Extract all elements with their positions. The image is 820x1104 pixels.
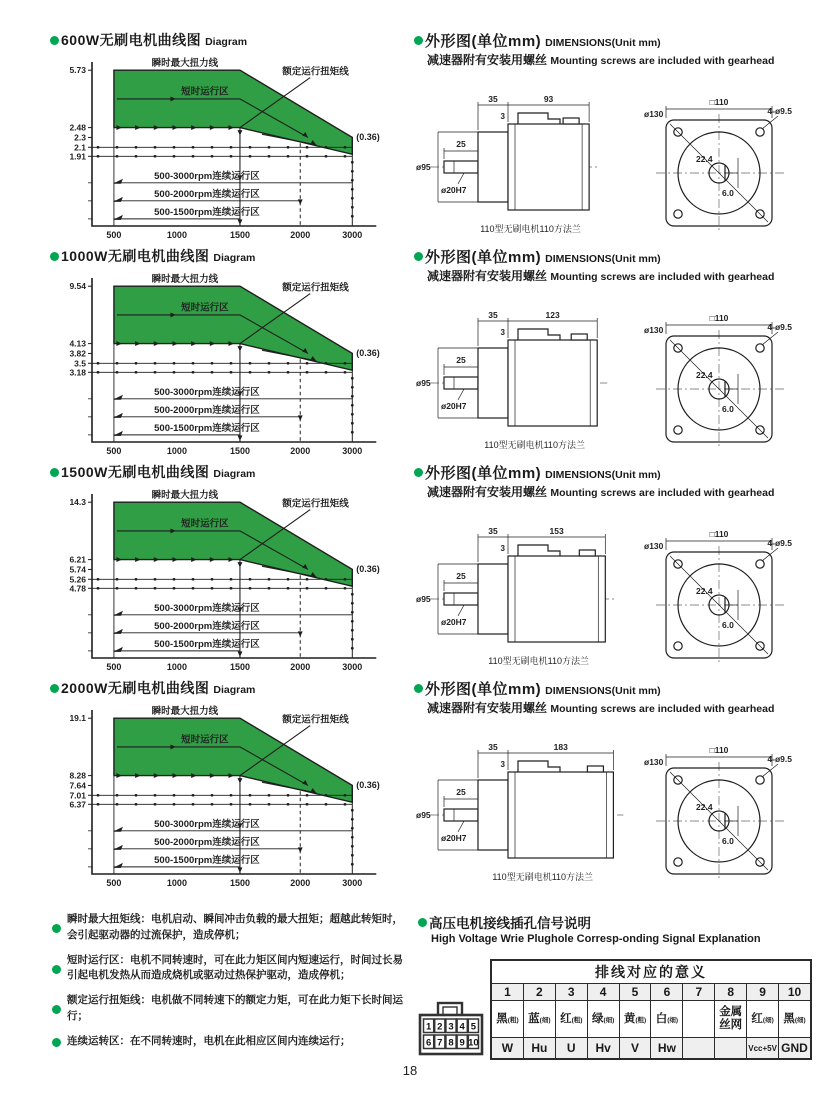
dimensions-column (408, 246, 820, 462)
svg-text:500-2000rpm连续运行区: 500-2000rpm连续运行区 (154, 836, 260, 848)
svg-text:6.0: 6.0 (722, 836, 734, 846)
svg-text:ø20H7: ø20H7 (441, 185, 467, 195)
note-text: 瞬时最大扭矩线：电机启动、瞬间冲击负载的最大扭矩；超越此转矩时，会引起驱动器的过流保护，造成停机； (67, 913, 403, 941)
signal-title (418, 912, 812, 932)
svg-text:1500: 1500 (229, 446, 250, 456)
signal-name-cell (715, 1038, 747, 1060)
svg-text:3: 3 (500, 112, 505, 121)
svg-text:7.01: 7.01 (69, 790, 86, 801)
dims-title-en: DIMENSIONS(Unit mm) (545, 253, 661, 265)
note-item (52, 953, 418, 985)
svg-text:500-2000rpm连续运行区: 500-2000rpm连续运行区 (154, 404, 260, 416)
dimension-drawing (414, 504, 792, 672)
dimension-drawing (414, 72, 792, 240)
dims-title-en: DIMENSIONS(Unit mm) (545, 685, 661, 697)
bullet-icon (50, 468, 59, 477)
svg-text:500-1500rpm连续运行区: 500-1500rpm连续运行区 (154, 206, 260, 218)
chart-header (50, 678, 408, 698)
svg-text:22.4: 22.4 (696, 370, 713, 380)
svg-text:(0.36): (0.36) (356, 779, 380, 790)
torque-speed-chart (50, 700, 402, 898)
chart-title-en: Diagram (213, 252, 256, 264)
svg-text:3: 3 (500, 328, 505, 337)
svg-text:(0.36): (0.36) (356, 563, 380, 574)
svg-text:500-1500rpm连续运行区: 500-1500rpm连续运行区 (154, 854, 260, 866)
pin-number-cell: 10 (779, 984, 811, 1001)
note-text: 短时运行区：电机不同转速时，可在此力矩区间内短速运行，时间过长易引起电机发热从而造成烧机或驱动过热保护驱动，造成停机； (67, 953, 403, 982)
dims-subtitle (414, 483, 820, 500)
wire-color-cell: 白(细) (651, 1001, 683, 1038)
svg-text:瞬时最大扭力线: 瞬时最大扭力线 (151, 706, 219, 718)
signal-name-cell: GND (779, 1038, 811, 1060)
svg-text:ø130: ø130 (644, 541, 664, 551)
svg-text:瞬时最大扭力线: 瞬时最大扭力线 (151, 490, 219, 502)
svg-text:4-ø9.5: 4-ø9.5 (767, 106, 792, 116)
svg-text:25: 25 (456, 571, 466, 581)
svg-text:4.78: 4.78 (69, 583, 86, 594)
wire-color-cell: 黑(细) (779, 1001, 811, 1038)
dims-subtitle (414, 699, 820, 716)
chart-title-cn: 1000W无刷电机曲线图 (61, 248, 210, 264)
signal-name-cell: Hw (651, 1038, 683, 1060)
svg-text:7: 7 (437, 1037, 443, 1049)
dimensions-column (408, 462, 820, 678)
svg-text:□110: □110 (709, 313, 729, 323)
svg-text:3.18: 3.18 (69, 367, 86, 378)
signal-body (418, 959, 812, 1060)
wire-color-cell: 金属 丝网 (715, 1001, 747, 1038)
svg-text:短时运行区: 短时运行区 (181, 302, 229, 314)
svg-text:500-3000rpm连续运行区: 500-3000rpm连续运行区 (154, 170, 260, 182)
svg-text:3: 3 (448, 1021, 454, 1033)
svg-text:22.4: 22.4 (696, 154, 713, 164)
bullet-icon (414, 252, 423, 261)
signal-name-cell (683, 1038, 715, 1060)
bullet-icon (50, 36, 59, 45)
svg-text:8.28: 8.28 (69, 770, 86, 781)
svg-text:2000: 2000 (290, 662, 311, 672)
signal-title-en: High Voltage Wrie Plughole Corresp-onding Signal Explanation (431, 933, 761, 945)
svg-text:25: 25 (456, 787, 466, 797)
dims-title-cn: 外形图(单位mm) (425, 681, 542, 698)
svg-text:6.37: 6.37 (69, 799, 86, 810)
dims-subtitle-cn: 减速器附有安装用螺丝 (427, 53, 548, 67)
svg-text:6.0: 6.0 (722, 620, 734, 630)
svg-text:1000: 1000 (166, 230, 187, 240)
wire-color-cell: 黄(粗) (619, 1001, 651, 1038)
dims-subtitle-en: Mounting screws are included with gearhead (550, 703, 775, 715)
dims-header (414, 246, 820, 267)
svg-text:22.4: 22.4 (696, 802, 713, 812)
signal-name-cell: W (491, 1038, 523, 1060)
dims-title-en: DIMENSIONS(Unit mm) (545, 469, 661, 481)
dims-header (414, 678, 820, 699)
svg-text:3000: 3000 (342, 662, 363, 672)
signal-name-cell: Hu (523, 1038, 555, 1060)
svg-text:25: 25 (456, 355, 466, 365)
svg-text:93: 93 (543, 94, 554, 104)
motor-section (0, 246, 820, 462)
bullet-icon (414, 468, 423, 477)
svg-text:8: 8 (448, 1037, 454, 1049)
svg-text:14.3: 14.3 (69, 497, 86, 508)
signal-name-cell: V (619, 1038, 651, 1060)
svg-text:500: 500 (106, 230, 122, 240)
signal-name-cell: Hv (587, 1038, 619, 1060)
chart-header (50, 30, 408, 50)
svg-text:(0.36): (0.36) (356, 131, 380, 142)
svg-text:3.5: 3.5 (74, 358, 86, 369)
svg-text:ø130: ø130 (644, 325, 664, 335)
dims-title-cn: 外形图(单位mm) (425, 465, 542, 482)
svg-text:ø20H7: ø20H7 (441, 833, 467, 843)
svg-text:35: 35 (488, 310, 498, 320)
svg-text:4-ø9.5: 4-ø9.5 (767, 538, 792, 548)
svg-text:1000: 1000 (166, 662, 187, 672)
pin-number-cell: 7 (683, 984, 715, 1001)
bullet-icon (52, 1038, 61, 1047)
page-number: 18 (402, 1063, 418, 1078)
svg-text:瞬时最大扭力线: 瞬时最大扭力线 (151, 274, 219, 286)
motor-section (0, 462, 820, 678)
svg-text:5.73: 5.73 (69, 65, 86, 76)
wire-color-cell: 蓝(细) (523, 1001, 555, 1038)
svg-text:□110: □110 (709, 97, 729, 107)
svg-text:2000: 2000 (290, 878, 311, 888)
svg-text:500-3000rpm连续运行区: 500-3000rpm连续运行区 (154, 386, 260, 398)
svg-text:2: 2 (437, 1021, 443, 1033)
dimension-drawing (414, 720, 792, 888)
signal-table (490, 959, 812, 1060)
svg-text:额定运行扭矩线: 额定运行扭矩线 (282, 714, 349, 726)
svg-text:1.91: 1.91 (69, 151, 86, 162)
svg-text:2000: 2000 (290, 230, 311, 240)
dims-title-cn: 外形图(单位mm) (425, 33, 542, 50)
svg-text:3.82: 3.82 (69, 348, 86, 359)
svg-text:ø95: ø95 (416, 162, 431, 172)
svg-text:7.64: 7.64 (69, 780, 86, 791)
svg-text:短时运行区: 短时运行区 (181, 518, 229, 530)
svg-text:ø20H7: ø20H7 (441, 401, 467, 411)
dimension-drawing (414, 288, 792, 456)
chart-title-cn: 600W无刷电机曲线图 (61, 32, 202, 48)
svg-text:110型无刷电机110方法兰: 110型无刷电机110方法兰 (480, 224, 581, 234)
svg-text:500: 500 (106, 446, 122, 456)
svg-text:ø130: ø130 (644, 757, 664, 767)
dims-subtitle (414, 51, 820, 68)
dims-subtitle-cn: 减速器附有安装用螺丝 (427, 485, 548, 499)
chart-title-cn: 1500W无刷电机曲线图 (61, 464, 210, 480)
svg-text:短时运行区: 短时运行区 (181, 734, 229, 746)
svg-text:10: 10 (468, 1037, 479, 1049)
signal-section (418, 912, 820, 1060)
svg-text:ø95: ø95 (416, 810, 431, 820)
pin-number-cell: 2 (523, 984, 555, 1001)
pin-number-cell: 9 (747, 984, 779, 1001)
svg-text:6.0: 6.0 (722, 188, 734, 198)
dims-header (414, 462, 820, 483)
svg-text:ø130: ø130 (644, 109, 664, 119)
svg-text:3: 3 (500, 760, 505, 769)
bullet-icon (52, 965, 61, 974)
svg-text:1: 1 (425, 1021, 432, 1033)
svg-text:6: 6 (425, 1037, 432, 1049)
pin-number-cell: 1 (491, 984, 523, 1001)
dims-subtitle-cn: 减速器附有安装用螺丝 (427, 701, 548, 715)
svg-text:500-2000rpm连续运行区: 500-2000rpm连续运行区 (154, 188, 260, 200)
svg-text:500-3000rpm连续运行区: 500-3000rpm连续运行区 (154, 818, 260, 830)
svg-text:1000: 1000 (166, 446, 187, 456)
svg-text:4.13: 4.13 (69, 338, 86, 349)
svg-text:1500: 1500 (229, 230, 250, 240)
chart-header (50, 462, 408, 482)
chart-column (0, 462, 408, 678)
bullet-icon (414, 684, 423, 693)
pin-number-cell: 4 (587, 984, 619, 1001)
svg-text:2000: 2000 (290, 446, 311, 456)
svg-text:2.3: 2.3 (74, 132, 86, 143)
table-title: 排线对应的意义 (491, 960, 811, 984)
svg-text:123: 123 (545, 310, 560, 320)
signal-name-cell: U (555, 1038, 587, 1060)
svg-text:2.48: 2.48 (69, 122, 86, 133)
svg-text:500-2000rpm连续运行区: 500-2000rpm连续运行区 (154, 620, 260, 632)
dims-subtitle (414, 267, 820, 284)
svg-text:额定运行扭矩线: 额定运行扭矩线 (282, 66, 349, 78)
signal-name-cell: Vcc+5V (747, 1038, 779, 1060)
wire-color-cell: 红(细) (747, 1001, 779, 1038)
svg-text:短时运行区: 短时运行区 (181, 86, 229, 98)
notes-list (0, 912, 418, 1060)
svg-text:ø95: ø95 (416, 594, 431, 604)
svg-text:500: 500 (106, 878, 122, 888)
motor-section (0, 678, 820, 894)
svg-text:□110: □110 (709, 529, 729, 539)
dimensions-column (408, 30, 820, 246)
svg-text:4: 4 (459, 1021, 465, 1033)
svg-text:4-ø9.5: 4-ø9.5 (767, 754, 792, 764)
svg-text:9.54: 9.54 (69, 281, 86, 292)
pin-number-cell: 3 (555, 984, 587, 1001)
note-item (52, 993, 418, 1025)
dims-subtitle-en: Mounting screws are included with gearhead (550, 487, 775, 499)
svg-text:35: 35 (488, 742, 498, 752)
svg-text:(0.36): (0.36) (356, 347, 380, 358)
svg-text:3000: 3000 (342, 878, 363, 888)
svg-text:25: 25 (456, 139, 466, 149)
svg-text:5.74: 5.74 (69, 564, 86, 575)
svg-text:瞬时最大扭力线: 瞬时最大扭力线 (151, 58, 219, 70)
svg-text:110型无刷电机110方法兰: 110型无刷电机110方法兰 (484, 440, 585, 450)
svg-text:153: 153 (549, 526, 564, 536)
bullet-icon (50, 684, 59, 693)
wire-color-cell (683, 1001, 715, 1038)
chart-column (0, 246, 408, 462)
chart-title-cn: 2000W无刷电机曲线图 (61, 680, 210, 696)
motor-section (0, 30, 820, 246)
bullet-icon (418, 918, 427, 927)
svg-text:6.0: 6.0 (722, 404, 734, 414)
svg-text:1500: 1500 (229, 878, 250, 888)
dims-subtitle-en: Mounting screws are included with gearhead (550, 55, 775, 67)
svg-text:183: 183 (553, 742, 568, 752)
torque-speed-chart (50, 52, 402, 250)
chart-header (50, 246, 408, 266)
svg-text:22.4: 22.4 (696, 586, 713, 596)
note-item (52, 1034, 418, 1050)
svg-text:110型无刷电机110方法兰: 110型无刷电机110方法兰 (488, 656, 590, 666)
wire-color-cell: 红(粗) (555, 1001, 587, 1038)
pin-number-cell: 5 (619, 984, 651, 1001)
torque-speed-chart (50, 268, 402, 466)
svg-text:19.1: 19.1 (69, 713, 86, 724)
connector-plug-icon (418, 1000, 484, 1058)
dims-header (414, 30, 820, 51)
wire-color-cell: 绿(细) (587, 1001, 619, 1038)
svg-text:500-3000rpm连续运行区: 500-3000rpm连续运行区 (154, 602, 260, 614)
svg-text:110型无刷电机110方法兰: 110型无刷电机110方法兰 (492, 872, 594, 882)
torque-speed-chart (50, 484, 402, 682)
svg-text:35: 35 (488, 526, 498, 536)
svg-text:ø20H7: ø20H7 (441, 617, 467, 627)
svg-text:9: 9 (459, 1037, 465, 1049)
dims-subtitle-en: Mounting screws are included with gearhead (550, 271, 775, 283)
bullet-icon (52, 924, 61, 933)
svg-text:额定运行扭矩线: 额定运行扭矩线 (282, 282, 349, 294)
svg-text:500: 500 (106, 662, 122, 672)
dims-title-cn: 外形图(单位mm) (425, 249, 542, 266)
svg-text:500-1500rpm连续运行区: 500-1500rpm连续运行区 (154, 638, 260, 650)
svg-text:额定运行扭矩线: 额定运行扭矩线 (282, 498, 349, 510)
svg-text:500-1500rpm连续运行区: 500-1500rpm连续运行区 (154, 422, 260, 434)
dimensions-column (408, 678, 820, 894)
note-item (52, 912, 418, 944)
signal-title-cn: 高压电机接线插孔信号说明 (429, 916, 591, 931)
svg-text:5.26: 5.26 (69, 574, 86, 585)
chart-title-en: Diagram (213, 684, 256, 696)
dims-title-en: DIMENSIONS(Unit mm) (545, 37, 661, 49)
note-text: 额定运行扭矩线：电机做不同转速下的额定力矩，可在此力矩下长时间运行； (67, 994, 403, 1022)
dims-subtitle-cn: 减速器附有安装用螺丝 (427, 269, 548, 283)
svg-text:5: 5 (470, 1021, 477, 1033)
svg-text:1500: 1500 (229, 662, 250, 672)
svg-text:3: 3 (500, 544, 505, 553)
svg-text:ø95: ø95 (416, 378, 431, 388)
svg-text:3000: 3000 (342, 230, 363, 240)
svg-text:35: 35 (488, 94, 498, 104)
bullet-icon (414, 36, 423, 45)
chart-title-en: Diagram (213, 468, 256, 480)
svg-text:3000: 3000 (342, 446, 363, 456)
note-text: 连续运转区：在不同转速时，电机在此相应区间内连续运行； (67, 1034, 351, 1047)
bullet-icon (50, 252, 59, 261)
pin-number-cell: 6 (651, 984, 683, 1001)
chart-title-en: Diagram (205, 36, 248, 48)
svg-text:1000: 1000 (166, 878, 187, 888)
bottom-block (0, 912, 820, 1060)
chart-column (0, 678, 408, 894)
chart-column (0, 30, 408, 246)
bullet-icon (52, 1005, 61, 1014)
svg-text:□110: □110 (709, 745, 729, 755)
pin-number-cell: 8 (715, 984, 747, 1001)
svg-text:6.21: 6.21 (69, 554, 86, 565)
svg-text:2.1: 2.1 (74, 142, 86, 153)
svg-text:4-ø9.5: 4-ø9.5 (767, 322, 792, 332)
wire-color-cell: 黑(粗) (491, 1001, 523, 1038)
